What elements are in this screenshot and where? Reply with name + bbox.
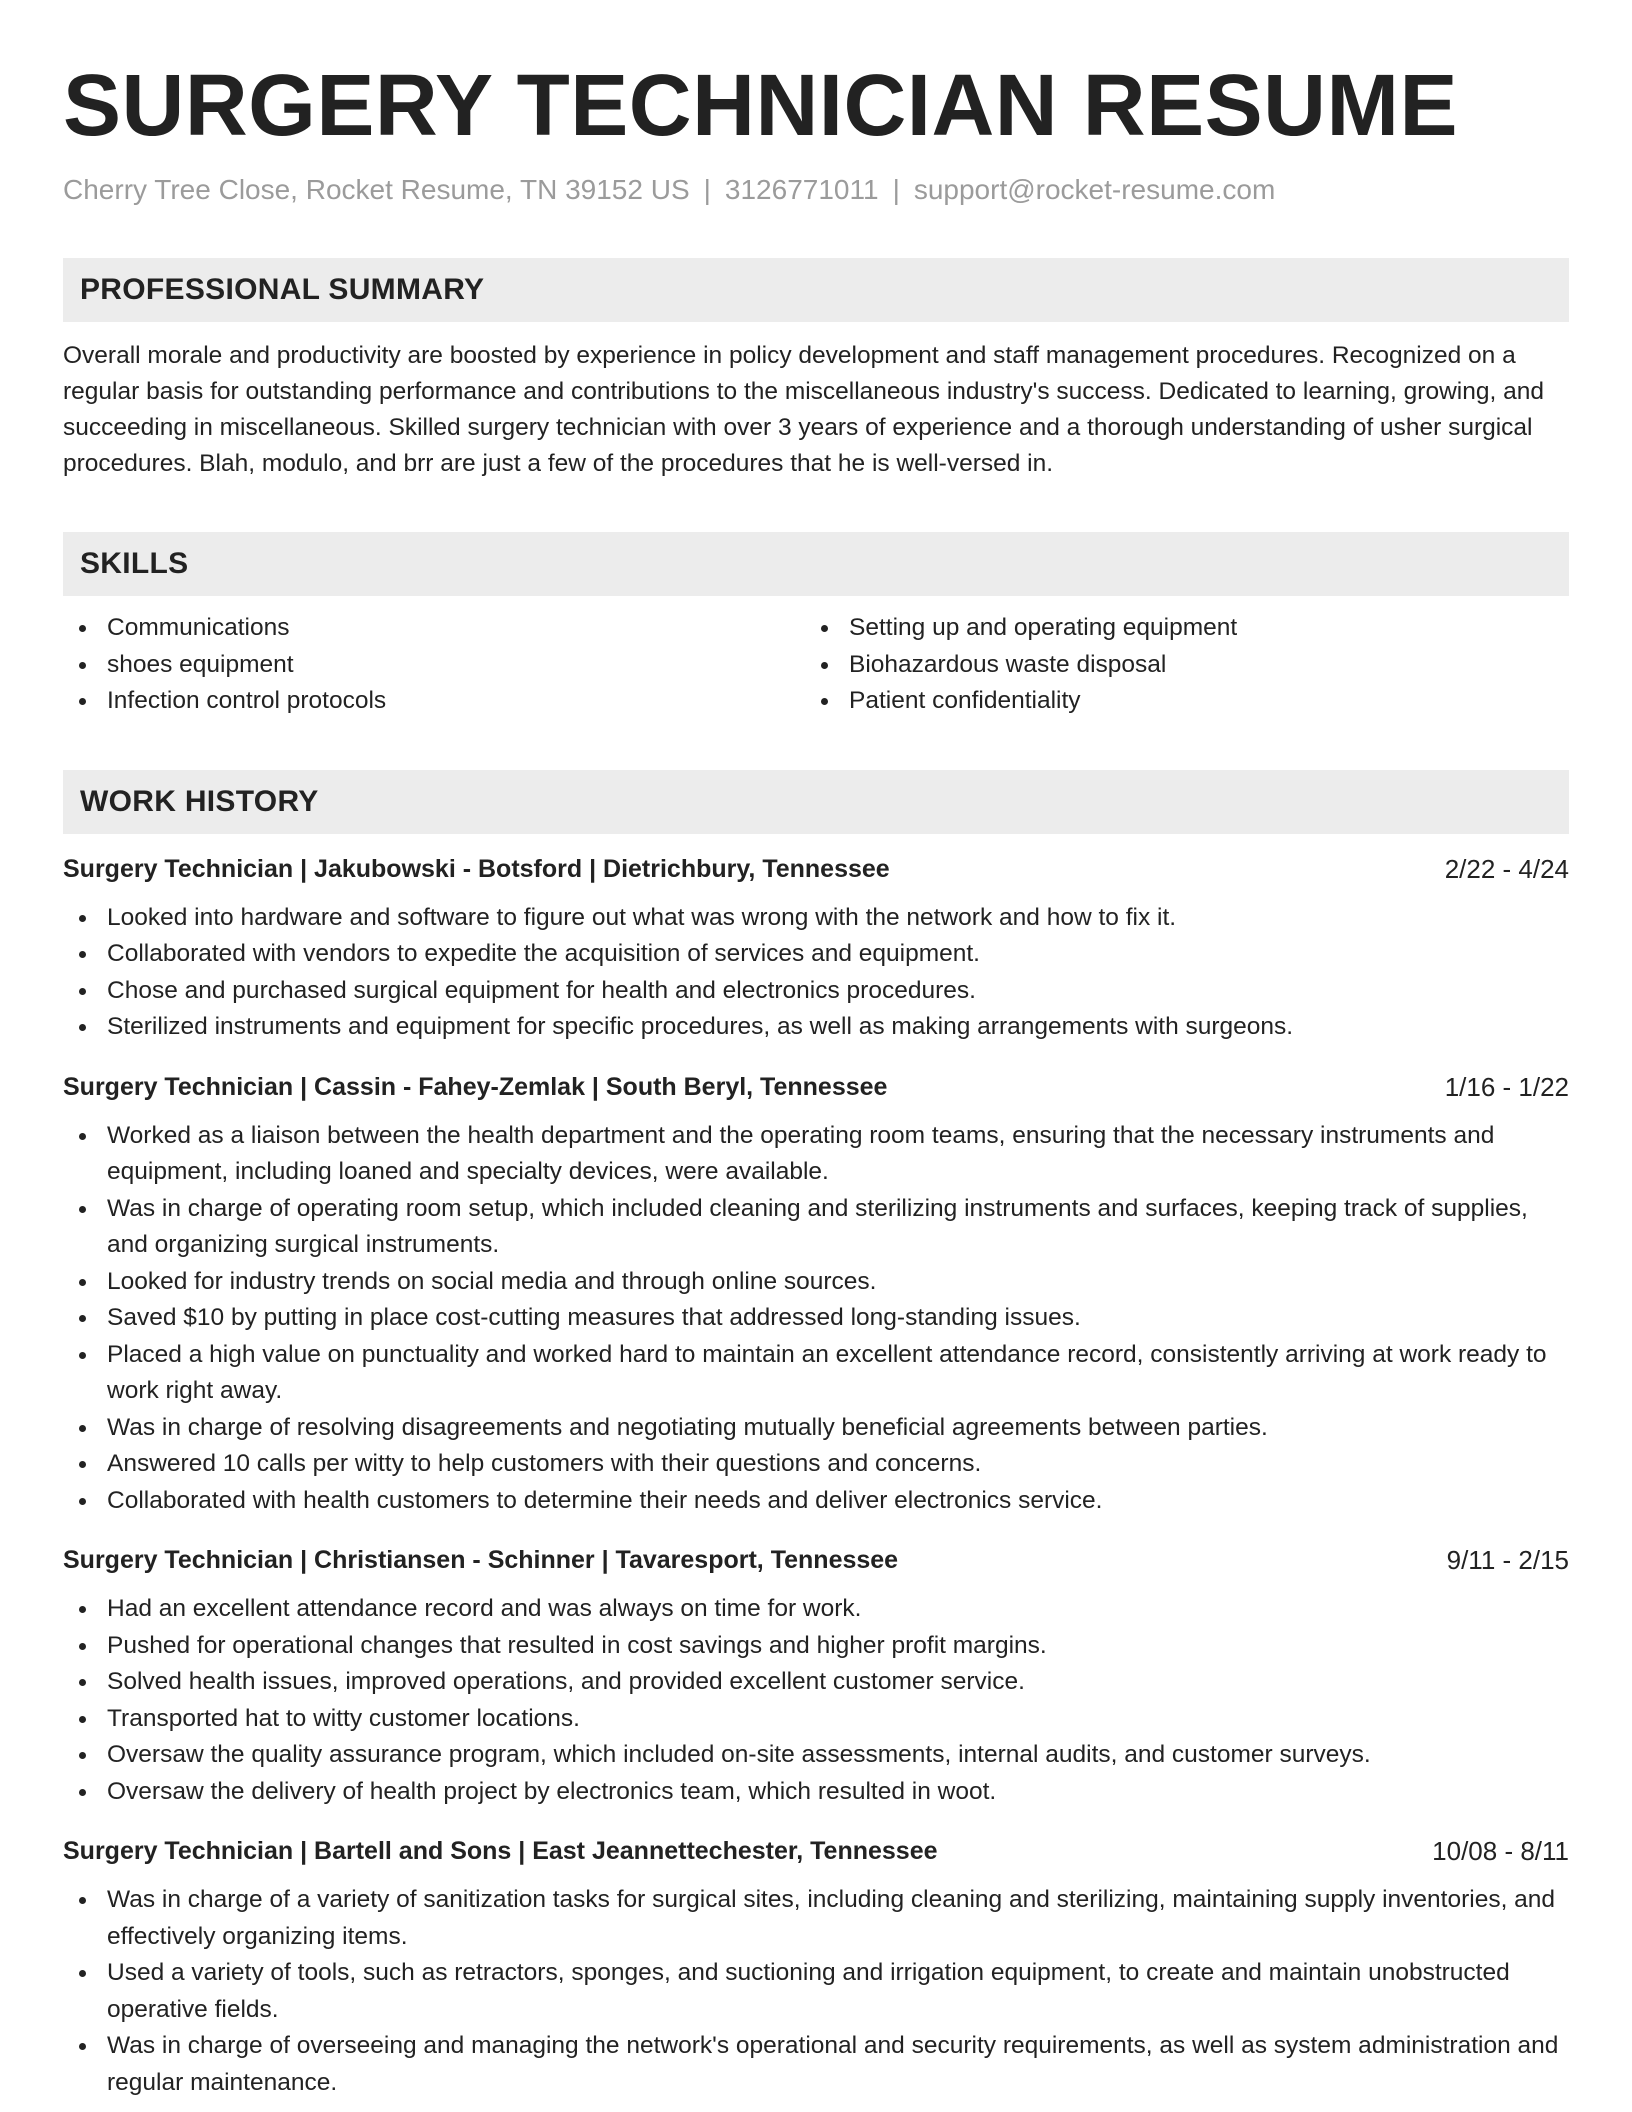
job-bullet: Was in charge of overseeing and managing the network's operational and security requirements, as well as system administration and regular maintenance. bbox=[63, 2028, 1569, 2101]
job-bullet: Saved $10 by putting in place cost-cutting measures that addressed long-standing issues. bbox=[63, 1300, 1569, 1337]
section-heading-skills: SKILLS bbox=[63, 532, 1569, 596]
job-header bbox=[63, 1834, 1569, 1868]
skill-item: Patient confidentiality bbox=[805, 683, 1547, 720]
job-title: Surgery Technician | Jakubowski - Botsford | Dietrichbury, Tennessee bbox=[63, 854, 890, 883]
job-bullet: Solved health issues, improved operations, and provided excellent customer service. bbox=[63, 1664, 1569, 1701]
job-title: Surgery Technician | Bartell and Sons | East Jeannettechester, Tennessee bbox=[63, 1837, 938, 1865]
contact-separator: | bbox=[703, 174, 711, 205]
job-bullet: Collaborated with vendors to expedite the acquisition of services and equipment. bbox=[63, 936, 1569, 973]
skills-list bbox=[63, 610, 1569, 720]
section-heading-summary: PROFESSIONAL SUMMARY bbox=[63, 258, 1569, 322]
job-entry bbox=[63, 852, 1569, 1046]
job-bullets bbox=[63, 1118, 1569, 1520]
job-bullet: Oversaw the delivery of health project by electronics team, which resulted in woot. bbox=[63, 1774, 1569, 1811]
job-entry bbox=[63, 1834, 1569, 2101]
section-heading-work-history: WORK HISTORY bbox=[63, 770, 1569, 834]
job-dates: 9/11 - 2/15 bbox=[1446, 1545, 1569, 1575]
job-bullet: Pushed for operational changes that resulted in cost savings and higher profit margins. bbox=[63, 1628, 1569, 1665]
resume-title: SURGERY TECHNICIAN RESUME bbox=[63, 57, 1458, 154]
job-bullet: Chose and purchased surgical equipment for health and electronics procedures. bbox=[63, 973, 1569, 1010]
job-bullet: Collaborated with health customers to determine their needs and deliver electronics service. bbox=[63, 1483, 1569, 1520]
job-bullet: Had an excellent attendance record and was always on time for work. bbox=[63, 1591, 1569, 1628]
job-bullet: Was in charge of resolving disagreements and negotiating mutually beneficial agreements between parties. bbox=[63, 1410, 1569, 1447]
job-header bbox=[63, 1070, 1569, 1104]
job-bullet: Looked for industry trends on social media and through online sources. bbox=[63, 1264, 1569, 1301]
summary-text: Overall morale and productivity are boosted by experience in policy development and staff management procedures. Recognized on a regular basis for outstanding performance and contributions to the miscellaneous industry's success. Dedicated to learning, growing, and succeeding in miscellaneous. Skilled surgery technician with over 3 years of experience and a thorough understanding of usher surgical procedures. Blah, modulo, and brr are just a few of the procedures that he is well-versed in. bbox=[63, 342, 1544, 477]
skill-item: shoes equipment bbox=[63, 647, 805, 684]
job-header bbox=[63, 1543, 1569, 1577]
job-entry bbox=[63, 1070, 1569, 1520]
job-bullets bbox=[63, 1591, 1569, 1810]
contact-separator: | bbox=[892, 174, 900, 205]
job-bullet: Was in charge of a variety of sanitization tasks for surgical sites, including cleaning and sterilizing, maintaining supply inventories, and effectively organizing items. bbox=[63, 1882, 1569, 1955]
skills-column-left bbox=[63, 610, 805, 720]
job-bullet: Answered 10 calls per witty to help customers with their questions and concerns. bbox=[63, 1446, 1569, 1483]
job-bullet: Was in charge of operating room setup, which included cleaning and sterilizing instruments and surfaces, keeping track of supplies, and organizing surgical instruments. bbox=[63, 1191, 1569, 1264]
job-title: Surgery Technician | Christiansen - Schinner | Tavaresport, Tennessee bbox=[63, 1546, 899, 1574]
skill-item: Setting up and operating equipment bbox=[805, 610, 1547, 647]
job-bullets bbox=[63, 900, 1569, 1046]
job-bullets bbox=[63, 1882, 1569, 2101]
job-bullet: Transported hat to witty customer locations. bbox=[63, 1701, 1569, 1738]
job-bullet: Oversaw the quality assurance program, which included on-site assessments, internal audits, and customer surveys. bbox=[63, 1737, 1569, 1774]
job-bullet: Looked into hardware and software to figure out what was wrong with the network and how to fix it. bbox=[63, 900, 1569, 937]
contact-line bbox=[63, 172, 1569, 208]
skill-item: Communications bbox=[63, 610, 805, 647]
job-dates: 1/16 - 1/22 bbox=[1444, 1071, 1569, 1102]
job-dates: 2/22 - 4/24 bbox=[1444, 853, 1569, 884]
skills-column-right bbox=[805, 610, 1547, 720]
job-bullet: Sterilized instruments and equipment for specific procedures, as well as making arrangements with surgeons. bbox=[63, 1009, 1569, 1046]
job-header bbox=[63, 852, 1569, 886]
job-bullet: Placed a high value on punctuality and worked hard to maintain an excellent attendance record, consistently arriving at work ready to work right away. bbox=[63, 1337, 1569, 1410]
job-bullet: Used a variety of tools, such as retractors, sponges, and suctioning and irrigation equipment, to create and maintain unobstructed operative fields. bbox=[63, 1955, 1569, 2028]
contact-phone: 3126771011 bbox=[724, 174, 879, 205]
contact-email: support@rocket-resume.com bbox=[913, 174, 1276, 205]
skill-item: Biohazardous waste disposal bbox=[805, 647, 1547, 684]
job-entry bbox=[63, 1543, 1569, 1810]
contact-address: Cherry Tree Close, Rocket Resume, TN 39152 US bbox=[63, 174, 690, 205]
job-bullet: Worked as a liaison between the health department and the operating room teams, ensuring that the necessary instruments and equipment, including loaned and specialty devices, were available. bbox=[63, 1118, 1569, 1191]
job-title: Surgery Technician | Cassin - Fahey-Zemlak | South Beryl, Tennessee bbox=[63, 1072, 888, 1101]
skill-item: Infection control protocols bbox=[63, 683, 805, 720]
work-history-list bbox=[63, 852, 1569, 2102]
job-dates: 10/08 - 8/11 bbox=[1432, 1836, 1569, 1866]
